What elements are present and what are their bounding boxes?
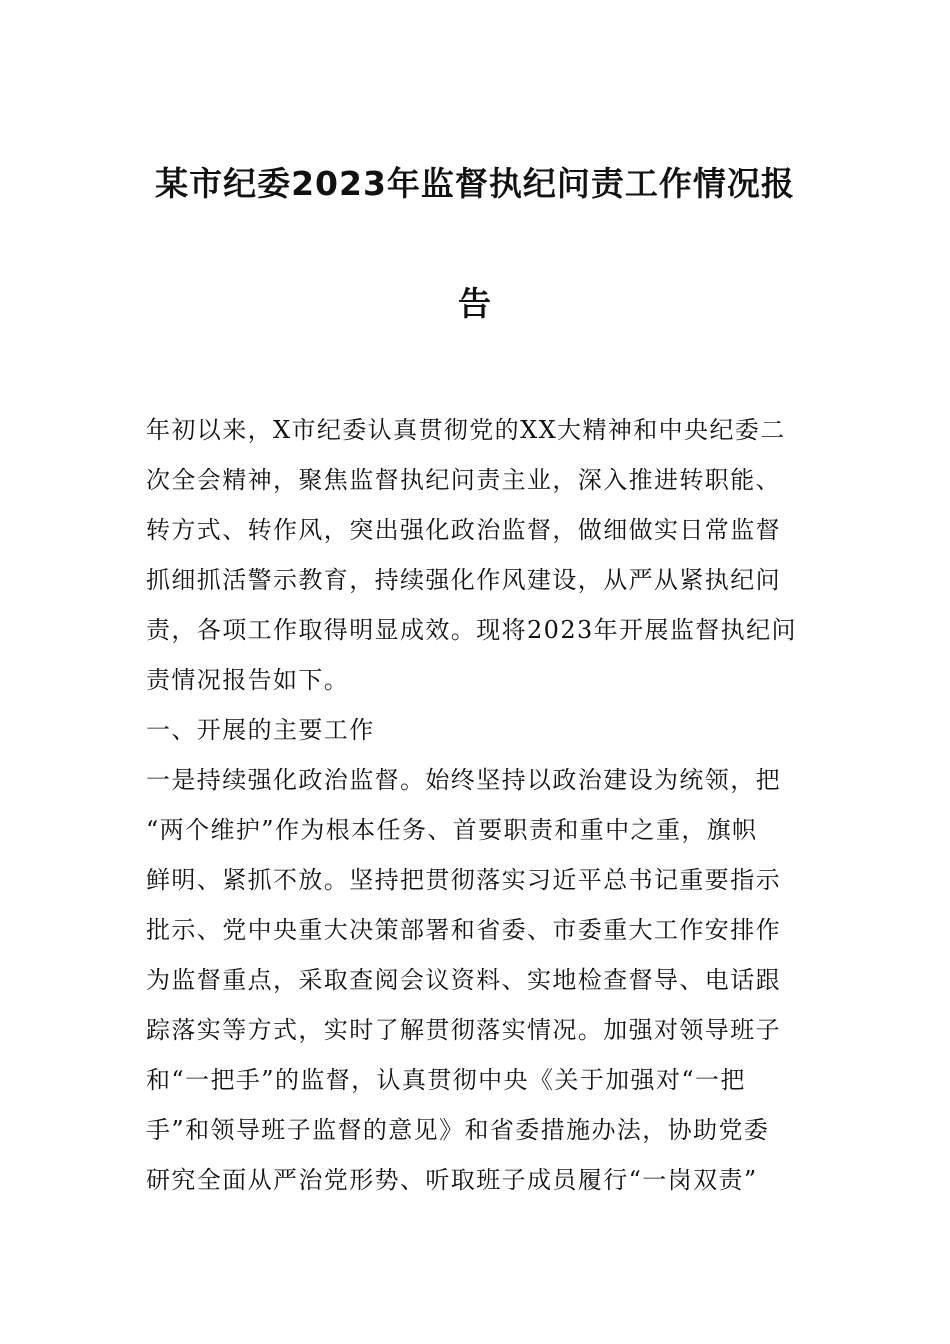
body-line: 责情况报告如下。	[146, 666, 350, 694]
body-line: 责，各项工作取得明显成效。现将2023年开展监督执纪问	[146, 616, 797, 644]
body-line: 为监督重点，采取查阅会议资料、实地检查督导、电话跟	[146, 966, 781, 994]
body-line: 研究全面从严治党形势、听取班子成员履行“一岗双责”	[146, 1166, 758, 1194]
body-line: 次全会精神，聚焦监督执纪问责主业，深入推进转职能、	[146, 466, 781, 494]
body-line: 踪落实等方式，实时了解贯彻落实情况。加强对领导班子	[146, 1016, 781, 1044]
body-line: 转方式、转作风，突出强化政治监督，做细做实日常监督	[146, 516, 781, 544]
body-line: 年初以来，X市纪委认真贯彻党的XX大精神和中央纪委二	[146, 416, 786, 444]
body-line: 和“一把手”的监督，认真贯彻中央《关于加强对“一把	[146, 1066, 746, 1094]
body-line: 抓细抓活警示教育，持续强化作风建设，从严从紧执纪问	[146, 566, 781, 594]
body-line: 一是持续强化政治监督。始终坚持以政治建设为统领，把	[146, 766, 781, 794]
section-heading: 一、开展的主要工作	[146, 716, 375, 744]
body-line: 手”和领导班子监督的意见》和省委措施办法，协助党委	[146, 1116, 770, 1144]
body-line: 批示、党中央重大决策部署和省委、市委重大工作安排作	[146, 916, 781, 944]
document-title-line-2: 告	[458, 284, 492, 323]
body-line: 鲜明、紧抓不放。坚持把贯彻落实习近平总书记重要指示	[146, 866, 781, 894]
body-line: “两个维护”作为根本任务、首要职责和重中之重，旗帜	[146, 816, 758, 844]
document-title-line-1: 某市纪委2023年监督执纪问责工作情况报	[155, 164, 795, 203]
